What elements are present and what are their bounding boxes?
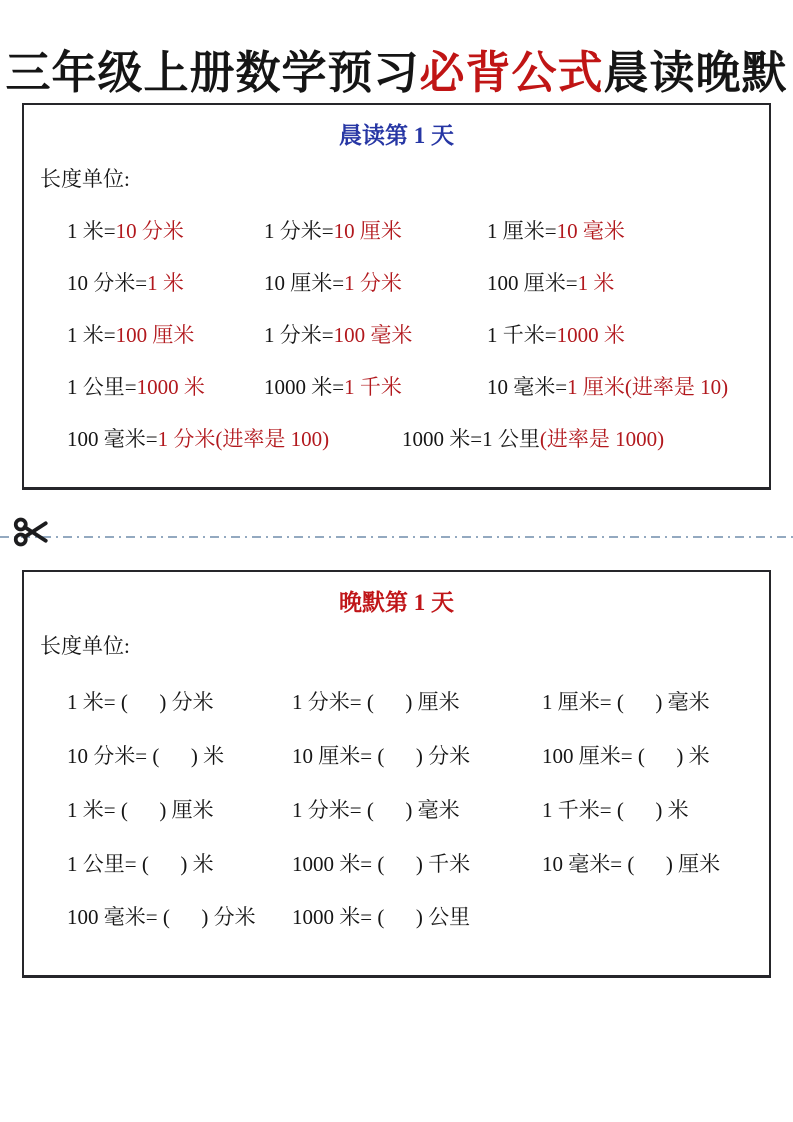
page-title-part-3: 晨读晚默 [603, 48, 788, 98]
formula-answer: (进率是 1000) [539, 427, 665, 451]
fill-blank-item: 10 厘米= ( ) 分米 [292, 744, 471, 768]
formula-answer: 1 米 [577, 271, 615, 295]
formula-left: 100 厘米= [487, 271, 578, 295]
formula-left: 10 厘米= [264, 271, 345, 295]
formula-answer: 1 分米 [344, 271, 402, 295]
morning-row-2 [67, 269, 759, 297]
evening-row-3 [67, 796, 759, 824]
formula [264, 321, 487, 349]
evening-row-1 [67, 688, 759, 716]
morning-box-title: 晨读第 1 天 [339, 123, 454, 148]
formula [402, 425, 664, 453]
formula-answer: 1 分米(进率是 100) [157, 427, 330, 451]
formula [67, 425, 402, 453]
formula [487, 269, 614, 297]
formula [67, 269, 264, 297]
formula [264, 269, 487, 297]
formula [67, 217, 264, 245]
formula-answer: 1 厘米(进率是 10) [567, 375, 729, 399]
page-title [0, 36, 793, 101]
fill-blank-item: 1 分米= ( ) 毫米 [292, 798, 460, 822]
fill-blank-item: 1 分米= ( ) 厘米 [292, 690, 460, 714]
formula-answer: 10 毫米 [556, 219, 625, 243]
page-title-part-2: 必背公式 [419, 48, 604, 98]
fill-blank-item: 100 厘米= ( ) 米 [542, 744, 710, 768]
fill-blank-item: 100 毫米= ( ) 分米 [67, 905, 256, 929]
formula [487, 217, 625, 245]
evening-recitation-box [22, 570, 771, 978]
formula-left: 1000 米= [264, 375, 345, 399]
formula-answer: 100 厘米 [115, 323, 195, 347]
morning-row-3 [67, 321, 759, 349]
fill-blank-item: 1 米= ( ) 分米 [67, 690, 214, 714]
formula-answer: 1 千米 [344, 375, 402, 399]
morning-row-5 [67, 425, 759, 453]
formula-answer: 1000 米 [556, 323, 625, 347]
formula-left: 1000 米=1 公里 [402, 427, 540, 451]
formula-left: 1 分米= [264, 219, 334, 243]
formula-left: 1 米= [67, 219, 116, 243]
fill-blank-item: 1 公里= ( ) 米 [67, 852, 214, 876]
formula [67, 373, 264, 401]
fill-blank-item: 1000 米= ( ) 千米 [292, 852, 471, 876]
formula [264, 217, 487, 245]
formula [264, 373, 487, 401]
formula-left: 1 厘米= [487, 219, 557, 243]
formula-left: 10 毫米= [487, 375, 568, 399]
evening-row-2 [67, 742, 759, 770]
page-title-part-1: 三年级上册数学预习 [5, 48, 420, 98]
fill-blank-item: 10 毫米= ( ) 厘米 [542, 852, 721, 876]
morning-row-1 [67, 217, 759, 245]
formula-left: 100 毫米= [67, 427, 158, 451]
formula [487, 373, 728, 401]
evening-section-label: 长度单位: [40, 634, 130, 658]
formula-left: 1 千米= [487, 323, 557, 347]
formula [487, 321, 625, 349]
fill-blank-item: 10 分米= ( ) 米 [67, 744, 225, 768]
formula [67, 321, 264, 349]
formula-left: 10 分米= [67, 271, 148, 295]
morning-reading-box [22, 103, 771, 490]
formula-answer: 1 米 [147, 271, 184, 295]
evening-row-5 [67, 903, 759, 931]
formula-left: 1 米= [67, 323, 116, 347]
cut-line [0, 536, 793, 538]
fill-blank-item: 1 千米= ( ) 米 [542, 798, 689, 822]
formula-left: 1 分米= [264, 323, 334, 347]
formula-answer: 100 毫米 [333, 323, 413, 347]
scissors-icon [12, 512, 52, 552]
evening-box-title: 晚默第 1 天 [339, 590, 454, 615]
formula-left: 1 公里= [67, 375, 137, 399]
morning-section-label: 长度单位: [40, 167, 130, 191]
morning-row-4 [67, 373, 759, 401]
fill-blank-item: 1 厘米= ( ) 毫米 [542, 690, 710, 714]
fill-blank-item: 1 米= ( ) 厘米 [67, 798, 214, 822]
formula-answer: 1000 米 [136, 375, 205, 399]
evening-row-4 [67, 850, 759, 878]
fill-blank-item: 1000 米= ( ) 公里 [292, 905, 471, 929]
formula-answer: 10 厘米 [333, 219, 402, 243]
formula-answer: 10 分米 [115, 219, 184, 243]
